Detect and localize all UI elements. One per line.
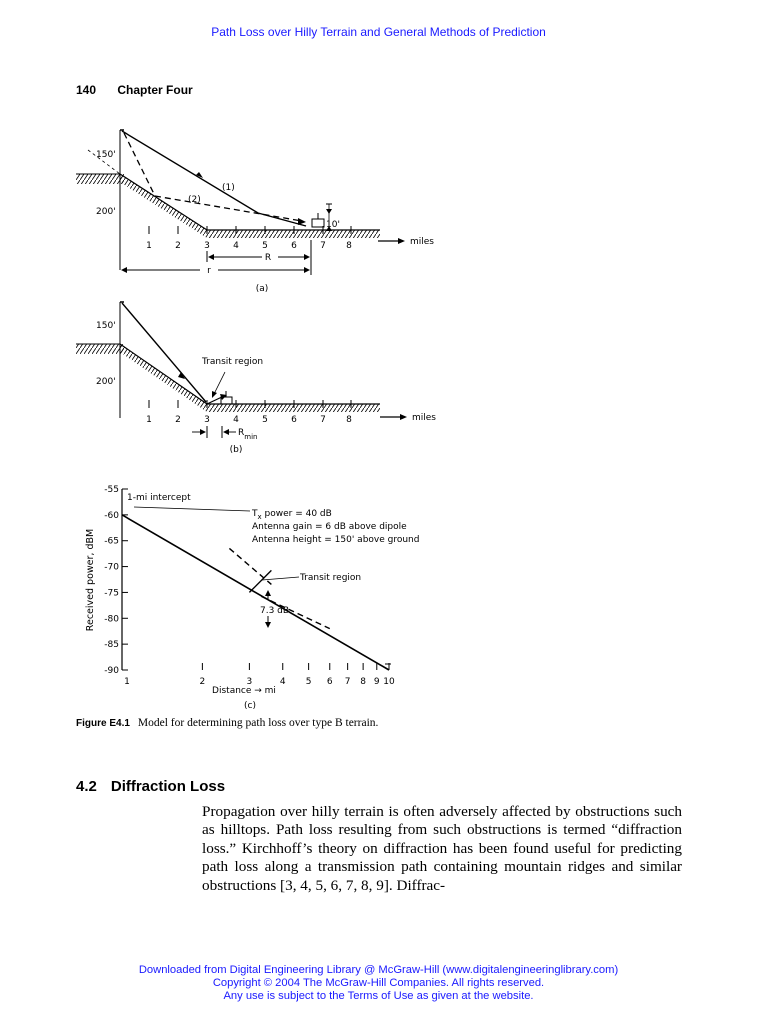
- panel-c-label: (c): [244, 701, 256, 710]
- footer-download-link[interactable]: Downloaded from Digital Engineering Library @ McGraw-Hill (www.digitalengineeringlibrary.com): [138, 964, 619, 976]
- x-tick-label: 10: [383, 677, 395, 687]
- figure-caption: [76, 717, 378, 729]
- tick-b-2: 2: [175, 415, 181, 425]
- tick-a-8: 8: [346, 241, 352, 251]
- path-2-label: (2): [188, 195, 201, 205]
- footer: [0, 964, 757, 1003]
- antenna-gain-label: Antenna gain = 6 dB above dipole: [252, 522, 407, 532]
- rmin-label: $R_{min}$: [238, 428, 258, 441]
- x-tick-label: 1: [124, 677, 130, 687]
- vehicle-icon: [312, 219, 324, 227]
- chapter-title: Chapter Four: [117, 83, 193, 97]
- miles-label-b: miles: [412, 413, 436, 423]
- x-tick-label: 9: [373, 677, 380, 687]
- x-tick-label: 5: [305, 677, 312, 687]
- tick-b-4: 4: [233, 415, 239, 425]
- x-tick-label: 4: [279, 677, 286, 687]
- y-tick-label: -65: [104, 536, 119, 547]
- panel-b: [76, 302, 436, 455]
- tick-a-6: 6: [291, 241, 297, 251]
- height-150-label: 150': [96, 150, 116, 160]
- panel-b-label: (b): [229, 445, 243, 455]
- height-200-label: 200': [96, 207, 116, 217]
- tick-b-1: 1: [146, 415, 152, 425]
- y-tick-label: -60: [104, 510, 119, 521]
- section-title: Diffraction Loss: [110, 778, 226, 795]
- transit-region-c: Transit region: [300, 573, 362, 583]
- x-tick-label: 7: [344, 677, 351, 687]
- direct-path-b: [122, 303, 206, 402]
- x-tick-label: 8: [360, 677, 366, 687]
- x-axis: [124, 663, 395, 687]
- tick-a-3: 3: [204, 241, 210, 251]
- tick-a-7: 7: [320, 241, 326, 251]
- section-number: 4.2: [76, 778, 97, 795]
- intercept-label: 1-mi intercept: [127, 493, 191, 503]
- footer-copyright: Copyright © 2004 The McGraw-Hill Companies. All rights reserved.: [212, 977, 545, 989]
- x-tick-label: 3: [246, 677, 253, 687]
- tick-a-1: 1: [146, 241, 152, 251]
- tick-a-4: 4: [233, 241, 239, 251]
- body-paragraph: Propagation over hilly terrain is often adversely affected by obstructions such as hilltops. Path loss resulting from such obstructions is termed “diffraction loss.” Kirchhoff’s theory on diffraction has been found useful for predicting path loss along a transmission path containing mountain ridges and similar obstructions [3, 4, 5, 6, 7, 8, 9]. Diffrac-: [202, 803, 682, 894]
- panel-a-label: (a): [255, 284, 269, 294]
- figure-label: Figure E4.1: [76, 718, 130, 729]
- tick-a-5: 5: [262, 241, 268, 251]
- height-150-label-b: 150': [96, 321, 116, 331]
- y-tick-label: -80: [104, 614, 119, 625]
- tick-b-6: 6: [291, 415, 297, 425]
- miles-label-a: miles: [410, 237, 434, 247]
- panel-a: [76, 130, 434, 294]
- antenna-height-label-c: Antenna height = 150' above ground: [252, 535, 420, 545]
- tick-b-8: 8: [346, 415, 352, 425]
- chart-xlabel: Distance → mi: [212, 686, 276, 696]
- y-tick-label: -70: [104, 562, 119, 573]
- figure-caption-text: Model for determining path loss over type B terrain.: [137, 717, 379, 729]
- y-axis: [104, 485, 128, 676]
- tick-a-2: 2: [175, 241, 181, 251]
- delta-label: 7.3 dB: [260, 606, 290, 616]
- page-number: 140: [76, 83, 97, 97]
- x-tick-label: 2: [199, 677, 206, 687]
- height-200-label-b: 200': [96, 377, 116, 387]
- section-heading: [76, 778, 225, 795]
- path-1-label: (1): [222, 183, 235, 193]
- tick-b-3: 3: [204, 415, 210, 425]
- offset-upper-dashes: [229, 548, 271, 584]
- tx-power-label: $T_x$ power = 40 dB: [252, 509, 332, 521]
- ground-hatch-left: [76, 174, 124, 184]
- running-title-link[interactable]: Path Loss over Hilly Terrain and General Methods of Prediction: [211, 25, 546, 39]
- y-tick-label: -85: [104, 640, 119, 651]
- panel-c-chart: [85, 485, 419, 710]
- r-label: r: [207, 266, 211, 276]
- tick-b-7: 7: [320, 415, 326, 425]
- antenna-height-label: 10': [326, 220, 340, 230]
- x-tick-label: 6: [326, 677, 333, 687]
- y-tick-label: -55: [104, 485, 119, 495]
- transit-region-b: Transit region: [202, 357, 264, 367]
- chart-ylabel: Received power, dBM: [85, 528, 96, 632]
- y-tick-label: -90: [104, 666, 119, 676]
- footer-terms[interactable]: Any use is subject to the Terms of Use as given at the website.: [223, 990, 534, 1002]
- R-label: R: [264, 253, 272, 263]
- tick-b-5: 5: [262, 415, 268, 425]
- y-tick-label: -75: [104, 588, 119, 599]
